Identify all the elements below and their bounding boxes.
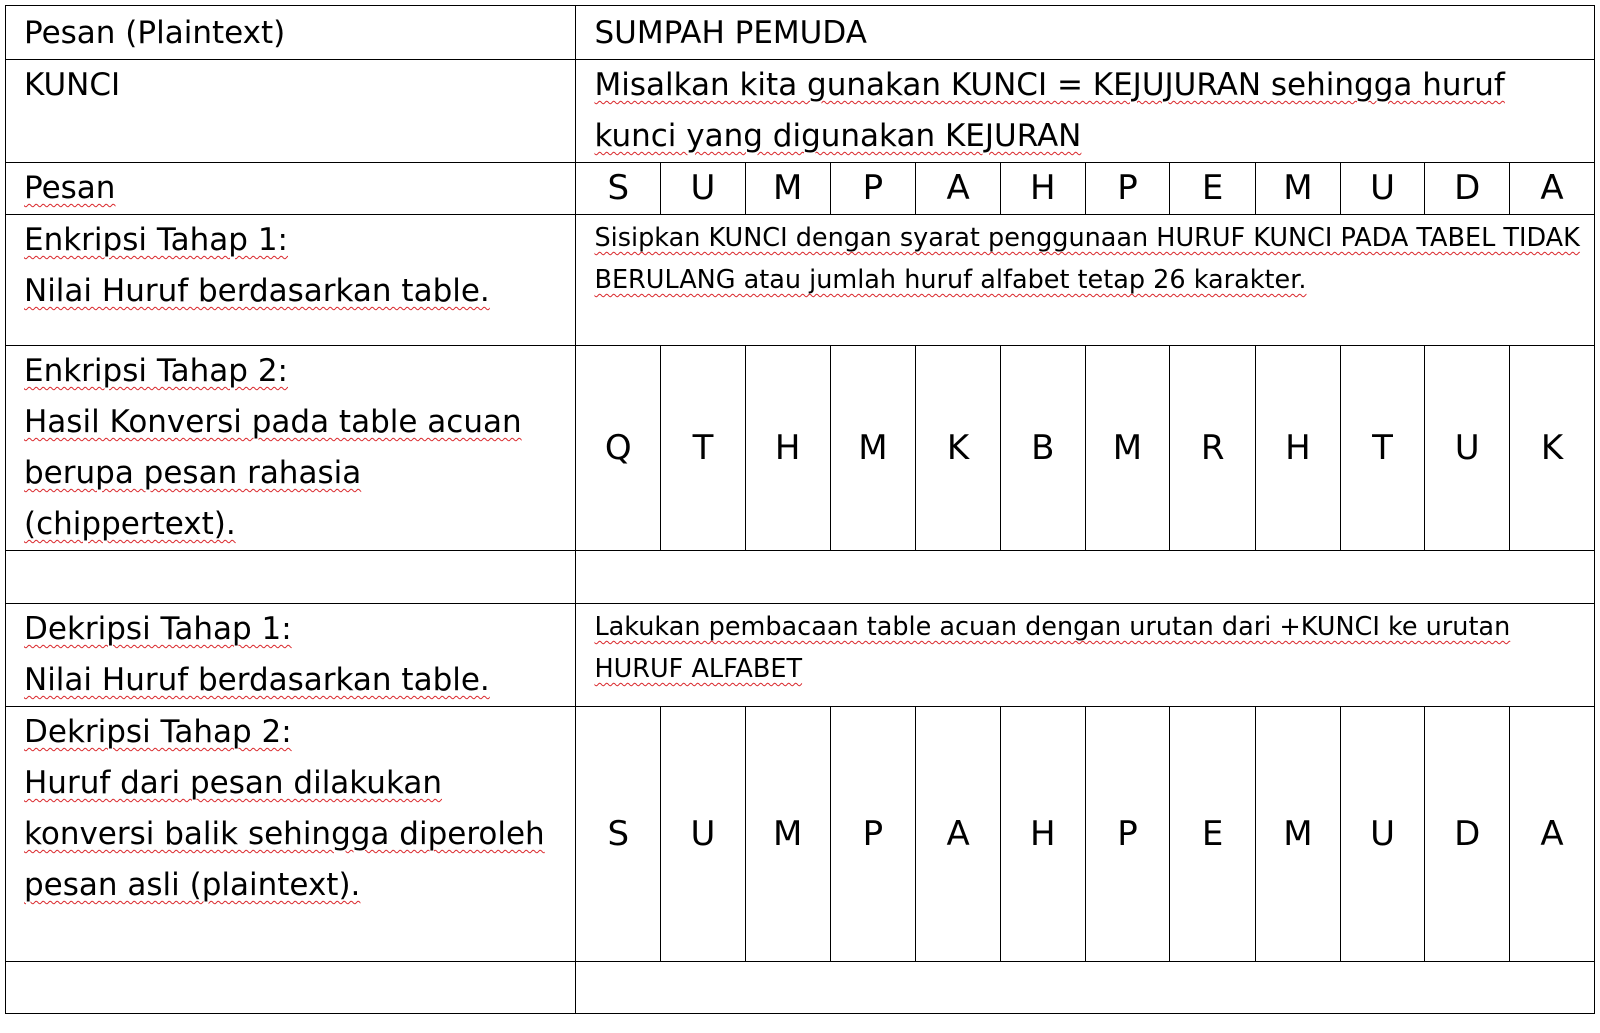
plain-letter: A bbox=[1510, 707, 1595, 962]
pesan-letter: E bbox=[1170, 163, 1256, 215]
row-empty-2 bbox=[6, 962, 1595, 1014]
row-plaintext bbox=[6, 6, 1595, 60]
label-enkripsi-1 bbox=[6, 215, 576, 346]
cipher-letter: B bbox=[1000, 346, 1085, 551]
cipher-table bbox=[5, 5, 1595, 1014]
plain-letter: M bbox=[1256, 707, 1341, 962]
empty-cell bbox=[6, 551, 576, 604]
label-enkripsi-2 bbox=[6, 346, 576, 551]
cipher-letter: M bbox=[1085, 346, 1170, 551]
cipher-letter: H bbox=[1256, 346, 1341, 551]
row-empty-1 bbox=[6, 551, 1595, 604]
row-enkripsi-2 bbox=[6, 346, 1595, 551]
value-kunci bbox=[576, 60, 1595, 163]
dekripsi-1-subtitle: Nilai Huruf berdasarkan table. bbox=[24, 662, 490, 698]
pesan-letter: P bbox=[1085, 163, 1170, 215]
cipher-letter: R bbox=[1170, 346, 1256, 551]
pesan-letter: M bbox=[745, 163, 830, 215]
plain-letter: U bbox=[1340, 707, 1425, 962]
value-enkripsi-1 bbox=[576, 215, 1595, 346]
plain-letter: A bbox=[916, 707, 1001, 962]
kunci-text: Misalkan kita gunakan KUNCI = KEJUJURAN sehingga huruf kunci yang digunakan KEJURAN bbox=[594, 67, 1505, 154]
pesan-letter: H bbox=[1000, 163, 1085, 215]
enkripsi-1-subtitle: Nilai Huruf berdasarkan table. bbox=[24, 273, 490, 309]
plain-letter: S bbox=[576, 707, 661, 962]
empty-cell bbox=[6, 962, 576, 1014]
pesan-letter: A bbox=[1510, 163, 1595, 215]
enkripsi-2-title: Enkripsi Tahap 2: bbox=[24, 353, 288, 389]
plain-letter: E bbox=[1170, 707, 1256, 962]
cipher-letter: T bbox=[1340, 346, 1425, 551]
enkripsi-1-title: Enkripsi Tahap 1: bbox=[24, 222, 288, 258]
label-dekripsi-2 bbox=[6, 707, 576, 962]
empty-cell bbox=[576, 962, 1595, 1014]
plain-letter: P bbox=[830, 707, 916, 962]
dekripsi-2-title: Dekripsi Tahap 2: bbox=[24, 714, 292, 750]
row-kunci bbox=[6, 60, 1595, 163]
empty-cell bbox=[576, 551, 1595, 604]
value-dekripsi-1 bbox=[576, 604, 1595, 707]
pesan-letter: U bbox=[1340, 163, 1425, 215]
pesan-letter: P bbox=[830, 163, 916, 215]
enkripsi-1-text: Sisipkan KUNCI dengan syarat penggunaan HURUF KUNCI PADA TABEL TIDAK BERULANG atau jumlah huruf alfabet tetap 26 karakter. bbox=[594, 223, 1580, 295]
enkripsi-2-subtitle: Hasil Konversi pada table acuan berupa pesan rahasia (chippertext). bbox=[24, 404, 522, 542]
pesan-letter: D bbox=[1425, 163, 1510, 215]
cipher-letter: K bbox=[1510, 346, 1595, 551]
value-plaintext: SUMPAH PEMUDA bbox=[576, 6, 1595, 60]
row-enkripsi-1 bbox=[6, 215, 1595, 346]
label-dekripsi-1 bbox=[6, 604, 576, 707]
cipher-letter: Q bbox=[576, 346, 661, 551]
plain-letter: H bbox=[1000, 707, 1085, 962]
plain-letter: M bbox=[745, 707, 830, 962]
cipher-letter: H bbox=[745, 346, 830, 551]
dekripsi-2-subtitle: Huruf dari pesan dilakukan konversi balik sehingga diperoleh pesan asli (plaintext). bbox=[24, 765, 545, 903]
label-kunci: KUNCI bbox=[6, 60, 576, 163]
pesan-letter: S bbox=[576, 163, 661, 215]
row-pesan bbox=[6, 163, 1595, 215]
pesan-letter: A bbox=[916, 163, 1001, 215]
plain-letter: U bbox=[661, 707, 746, 962]
dekripsi-1-title: Dekripsi Tahap 1: bbox=[24, 611, 292, 647]
label-plaintext: Pesan (Plaintext) bbox=[6, 6, 576, 60]
pesan-letter: M bbox=[1256, 163, 1341, 215]
pesan-letter: U bbox=[661, 163, 746, 215]
cipher-letter: T bbox=[661, 346, 746, 551]
plain-letter: D bbox=[1425, 707, 1510, 962]
cipher-letter: M bbox=[830, 346, 916, 551]
pesan-label-text: Pesan bbox=[24, 170, 116, 206]
cipher-letter: K bbox=[916, 346, 1001, 551]
cipher-letter: U bbox=[1425, 346, 1510, 551]
row-dekripsi-1 bbox=[6, 604, 1595, 707]
label-pesan bbox=[6, 163, 576, 215]
plain-letter: P bbox=[1085, 707, 1170, 962]
dekripsi-1-text: Lakukan pembacaan table acuan dengan urutan dari +KUNCI ke urutan HURUF ALFABET bbox=[594, 612, 1511, 684]
row-dekripsi-2 bbox=[6, 707, 1595, 962]
